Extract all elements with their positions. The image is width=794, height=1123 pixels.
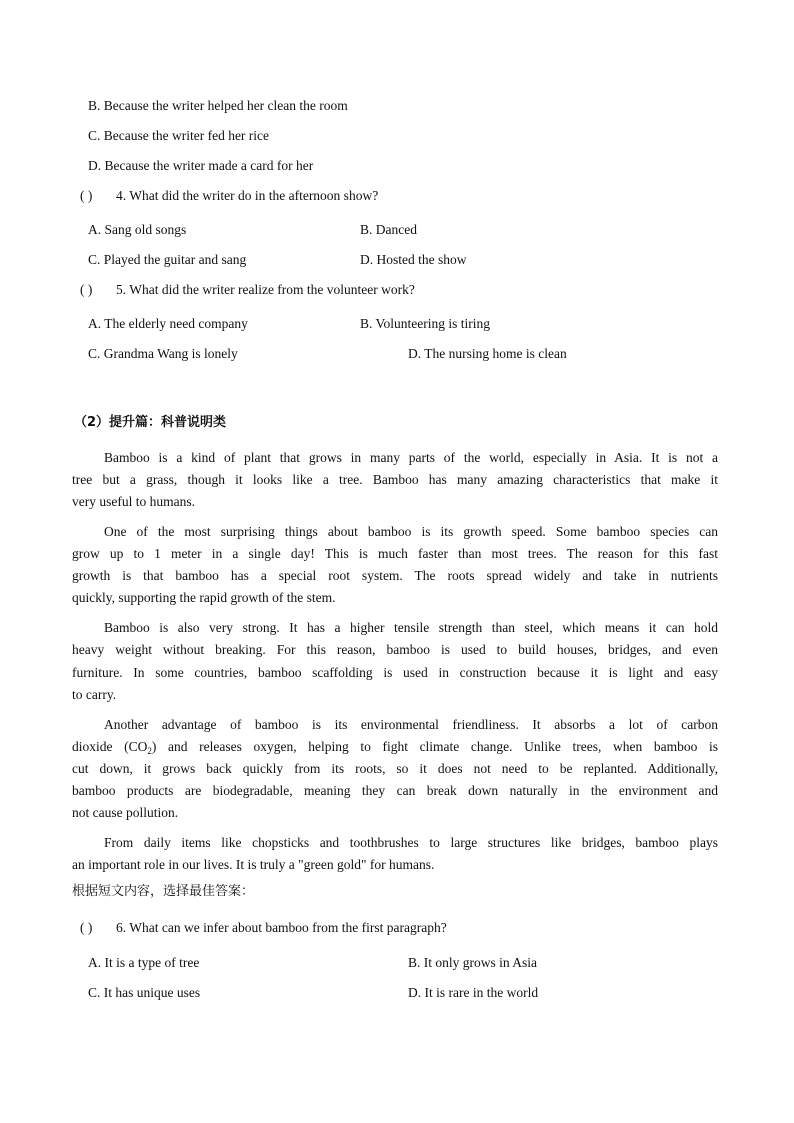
paragraph-line: heavy weight without breaking. For this reason, bamboo is used to build houses, bridges, and even xyxy=(72,642,718,657)
q5-option-a: A. The elderly need company xyxy=(88,316,248,331)
paragraph-line: cut down, it grows back quickly from its roots, so it does not need to be replanted. Additionally, xyxy=(72,761,718,776)
instruction: 根据短文内容，选择最佳答案： xyxy=(72,884,255,899)
section-heading: （2）提升篇：科普说明类 xyxy=(74,415,227,430)
paragraph-line: Bamboo is also very strong. It has a higher tensile strength than steel, which means it can hold xyxy=(104,620,718,635)
paragraph-line: furniture. In some countries, bamboo scaffolding is used in construction because it is light and easy xyxy=(72,665,718,680)
q5-option-b: B. Volunteering is tiring xyxy=(360,316,491,331)
q3-option-c: C. Because the writer fed her rice xyxy=(88,128,270,143)
paragraph-line-co2 xyxy=(72,738,718,760)
paragraph-line: grow up to 1 meter in a single day! This is much faster than most trees. The reason for this fast xyxy=(72,546,718,561)
q5-option-d: D. The nursing home is clean xyxy=(408,346,567,361)
paragraph-line: bamboo products are biodegradable, meaning they can break down naturally in the environment and xyxy=(72,783,718,798)
co2-post: ) and releases oxygen, helping to fight climate change. Unlike trees, when bamboo is xyxy=(151,739,718,754)
paragraph-line: One of the most surprising things about bamboo is its growth speed. Some bamboo species can xyxy=(104,524,718,539)
q4-option-c: C. Played the guitar and sang xyxy=(88,252,247,267)
q6-option-c: C. It has unique uses xyxy=(88,985,201,1000)
paragraph-line: growth is that bamboo has a special root system. The roots spread widely and take in nutrients xyxy=(72,568,718,583)
paragraph-line: tree but a grass, though it looks like a tree. Bamboo has many amazing characteristics that make it xyxy=(72,472,718,487)
q6-option-b: B. It only grows in Asia xyxy=(408,955,538,970)
q5-stem: 5. What did the writer realize from the volunteer work? xyxy=(116,282,415,297)
q4-option-a: A. Sang old songs xyxy=(88,222,187,237)
q6-option-a: A. It is a type of tree xyxy=(88,955,200,970)
co2-pre: dioxide (CO xyxy=(72,739,148,754)
q5-option-c: C. Grandma Wang is lonely xyxy=(88,346,238,361)
q5-answer-blank[interactable]: ( ) xyxy=(80,282,93,297)
paragraph-line: not cause pollution. xyxy=(72,805,179,820)
q4-option-d: D. Hosted the show xyxy=(360,252,467,267)
q6-answer-blank[interactable]: ( ) xyxy=(80,920,93,935)
paragraph-line: quickly, supporting the rapid growth of the stem. xyxy=(72,590,336,605)
q4-answer-blank[interactable]: ( ) xyxy=(80,188,93,203)
co2-subscript: 2 xyxy=(147,746,152,756)
q3-option-b: B. Because the writer helped her clean the room xyxy=(88,98,348,113)
paragraph-line: an important role in our lives. It is truly a "green gold" for humans. xyxy=(72,857,435,872)
paragraph-line: Bamboo is a kind of plant that grows in many parts of the world, especially in Asia. It is not a xyxy=(104,450,718,465)
q4-stem: 4. What did the writer do in the afternoon show? xyxy=(116,188,379,203)
q3-option-d: D. Because the writer made a card for her xyxy=(88,158,314,173)
q6-option-d: D. It is rare in the world xyxy=(408,985,539,1000)
paragraph-line: Another advantage of bamboo is its environmental friendliness. It absorbs a lot of carbon xyxy=(104,717,718,732)
paragraph-line: very useful to humans. xyxy=(72,494,195,509)
paragraph-line: From daily items like chopsticks and toothbrushes to large structures like bridges, bamboo plays xyxy=(104,835,718,850)
q4-option-b: B. Danced xyxy=(360,222,417,237)
q6-stem: 6. What can we infer about bamboo from the first paragraph? xyxy=(116,920,447,935)
paragraph-line: to carry. xyxy=(72,687,117,702)
